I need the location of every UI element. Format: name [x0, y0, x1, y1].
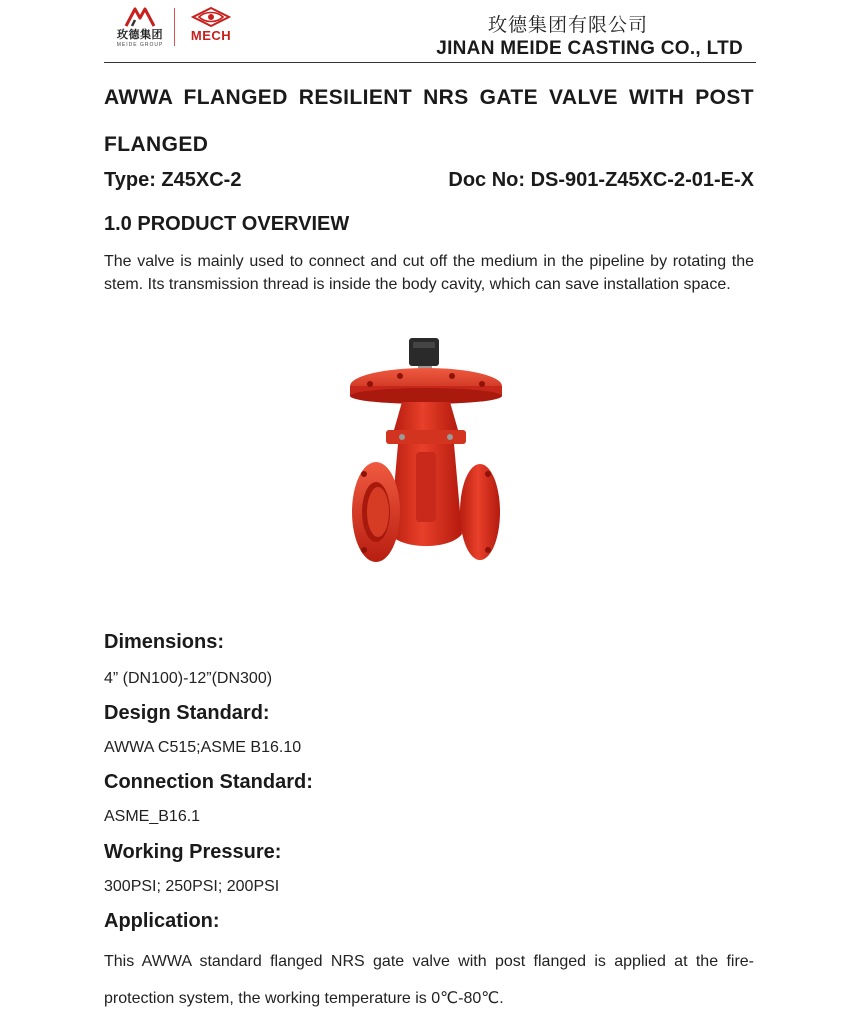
gate-valve-image [340, 334, 512, 594]
meide-group-logo [110, 6, 170, 48]
company-name-en: JINAN MEIDE CASTING CO., LTD [436, 38, 743, 59]
application-label: Application: [104, 910, 220, 932]
overview-paragraph: The valve is mainly used to connect and cut off the medium in the pipeline by rotating the stem. Its transmission thread is inside the body cavity, which can save installation space. [104, 253, 754, 293]
product-type: Type: Z45XC-2 [104, 169, 242, 191]
connection-standard-value: ASME_B16.1 [104, 808, 201, 825]
gate-valve-icon [340, 334, 512, 594]
working-pressure-value: 300PSI; 250PSI; 200PSI [104, 878, 280, 895]
meide-logo-en: MEIDE GROUP [116, 42, 164, 48]
design-standard-label: Design Standard: [104, 702, 270, 724]
document-number: Doc No: DS-901-Z45XC-2-01-E-X [448, 169, 754, 191]
meide-logo-cn: 玫德集团 [117, 29, 163, 41]
connection-standard-label: Connection Standard: [104, 771, 313, 793]
company-name-cn: 玫德集团有限公司 [487, 14, 648, 36]
dimensions-label: Dimensions: [104, 631, 225, 653]
document-title: AWWA FLANGED RESILIENT NRS GATE VALVE WITH POST FLANGED [104, 86, 754, 156]
meide-logo-icon [123, 6, 157, 28]
header-divider [104, 62, 756, 63]
mech-logo-text: MECH [190, 28, 232, 43]
mech-logo [182, 6, 240, 48]
working-pressure-label: Working Pressure: [104, 841, 282, 863]
logo-divider [174, 8, 175, 46]
mech-logo-icon [189, 6, 233, 28]
dimensions-value: 4” (DN100)-12”(DN300) [104, 670, 273, 687]
design-standard-value: AWWA C515;ASME B16.10 [104, 739, 302, 756]
application-value: This AWWA standard flanged NRS gate valve with post flanged is applied at the fire-protection system, the working temperature is 0℃-80℃. [104, 953, 754, 1007]
section-heading: 1.0 PRODUCT OVERVIEW [104, 213, 350, 235]
